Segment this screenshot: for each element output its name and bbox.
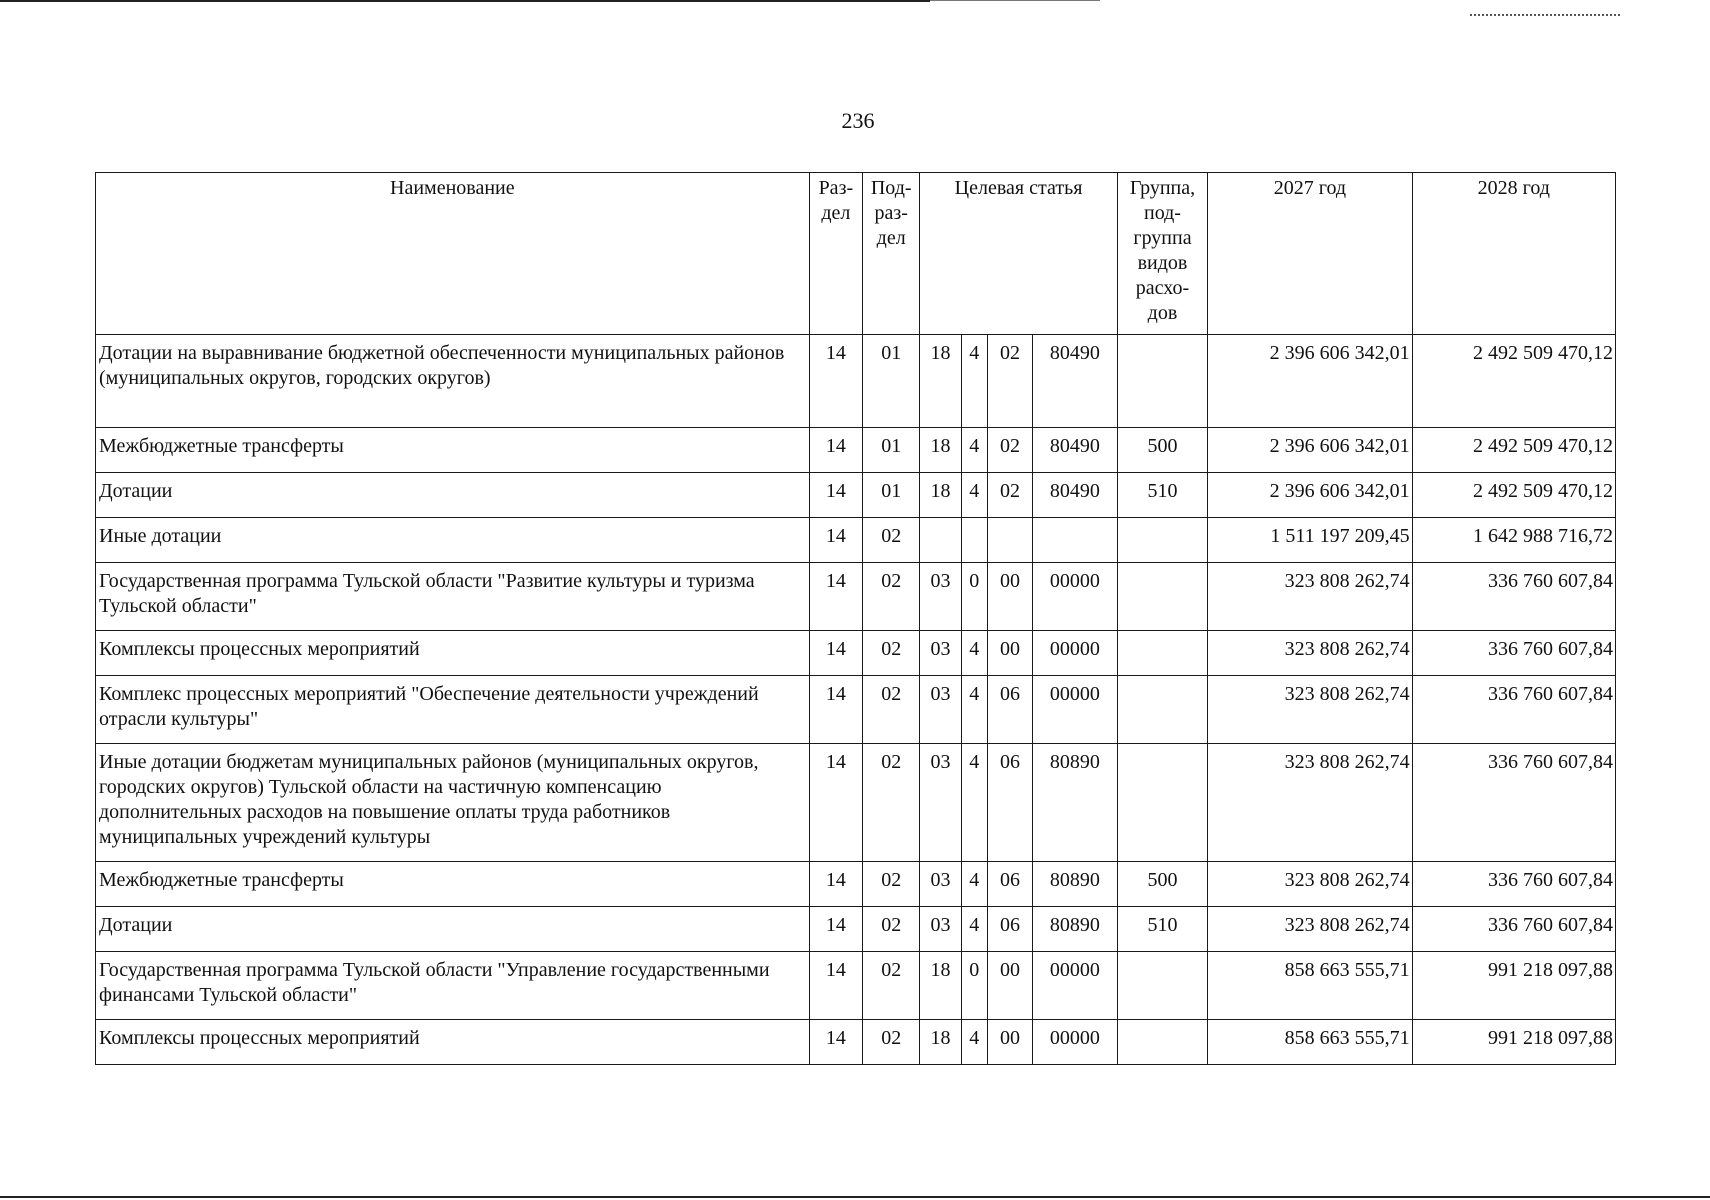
cell-subsection: 02 xyxy=(863,563,920,631)
cell-target-type xyxy=(961,518,987,563)
cell-target-event: 02 xyxy=(987,428,1032,473)
cell-amount-2028: 2 492 509 470,12 xyxy=(1412,335,1615,428)
cell-amount-2028: 336 760 607,84 xyxy=(1412,563,1615,631)
table-row xyxy=(96,676,1616,744)
cell-section: 14 xyxy=(809,335,862,428)
cell-target-direction: 00000 xyxy=(1033,631,1118,676)
cell-target-direction: 80890 xyxy=(1033,907,1118,952)
cell-amount-2027: 858 663 555,71 xyxy=(1208,1020,1412,1065)
cell-target-direction: 80490 xyxy=(1033,428,1118,473)
cell-target-event: 00 xyxy=(987,1020,1032,1065)
cell-amount-2028: 336 760 607,84 xyxy=(1412,907,1615,952)
scan-artifact-mark xyxy=(1470,14,1620,22)
cell-section: 14 xyxy=(809,676,862,744)
cell-target-type: 4 xyxy=(961,631,987,676)
table-row xyxy=(96,473,1616,518)
cell-expense-group xyxy=(1117,563,1208,631)
cell-target-direction: 00000 xyxy=(1033,952,1118,1020)
cell-name: Иные дотации xyxy=(96,518,810,563)
cell-target-program: 03 xyxy=(920,862,961,907)
cell-name: Дотации xyxy=(96,473,810,518)
cell-target-program: 18 xyxy=(920,473,961,518)
cell-target-program: 03 xyxy=(920,907,961,952)
cell-section: 14 xyxy=(809,563,862,631)
cell-name: Межбюджетные трансферты xyxy=(96,862,810,907)
cell-subsection: 01 xyxy=(863,335,920,428)
cell-subsection: 02 xyxy=(863,952,920,1020)
budget-table xyxy=(95,172,1616,1065)
header-subsection xyxy=(863,173,920,335)
cell-target-type: 4 xyxy=(961,1020,987,1065)
cell-expense-group: 510 xyxy=(1117,473,1208,518)
cell-amount-2027: 323 808 262,74 xyxy=(1208,907,1412,952)
cell-subsection: 02 xyxy=(863,676,920,744)
cell-amount-2028: 336 760 607,84 xyxy=(1412,676,1615,744)
cell-expense-group xyxy=(1117,335,1208,428)
cell-target-direction: 00000 xyxy=(1033,563,1118,631)
cell-target-direction: 80490 xyxy=(1033,335,1118,428)
cell-amount-2028: 336 760 607,84 xyxy=(1412,631,1615,676)
cell-subsection: 02 xyxy=(863,1020,920,1065)
cell-subsection: 02 xyxy=(863,744,920,862)
cell-target-type: 4 xyxy=(961,744,987,862)
header-year-2027: 2027 год xyxy=(1208,173,1412,335)
cell-target-event: 00 xyxy=(987,952,1032,1020)
cell-target-program: 18 xyxy=(920,335,961,428)
cell-expense-group xyxy=(1117,676,1208,744)
cell-target-type: 4 xyxy=(961,676,987,744)
cell-target-event: 00 xyxy=(987,631,1032,676)
cell-section: 14 xyxy=(809,631,862,676)
cell-target-event xyxy=(987,518,1032,563)
cell-subsection: 01 xyxy=(863,473,920,518)
cell-expense-group: 500 xyxy=(1117,862,1208,907)
cell-section: 14 xyxy=(809,473,862,518)
table-row xyxy=(96,907,1616,952)
cell-subsection: 02 xyxy=(863,631,920,676)
cell-section: 14 xyxy=(809,744,862,862)
cell-target-direction: 80890 xyxy=(1033,862,1118,907)
cell-amount-2027: 2 396 606 342,01 xyxy=(1208,473,1412,518)
cell-name: Дотации xyxy=(96,907,810,952)
cell-section: 14 xyxy=(809,862,862,907)
cell-target-type: 0 xyxy=(961,563,987,631)
cell-target-type: 0 xyxy=(961,952,987,1020)
cell-target-type: 4 xyxy=(961,862,987,907)
scan-edge-top xyxy=(0,0,930,2)
cell-amount-2028: 1 642 988 716,72 xyxy=(1412,518,1615,563)
cell-expense-group xyxy=(1117,631,1208,676)
table-row xyxy=(96,631,1616,676)
table-row xyxy=(96,862,1616,907)
scan-edge-bottom xyxy=(0,1196,1710,1198)
table-row xyxy=(96,1020,1616,1065)
cell-target-program: 03 xyxy=(920,563,961,631)
cell-section: 14 xyxy=(809,952,862,1020)
header-target-article: Целевая статья xyxy=(920,173,1117,335)
table-row xyxy=(96,744,1616,862)
cell-expense-group xyxy=(1117,518,1208,563)
cell-amount-2028: 991 218 097,88 xyxy=(1412,1020,1615,1065)
table-row xyxy=(96,335,1616,428)
cell-target-event: 02 xyxy=(987,335,1032,428)
cell-name: Комплексы процессных мероприятий xyxy=(96,1020,810,1065)
cell-target-event: 00 xyxy=(987,563,1032,631)
table-row xyxy=(96,428,1616,473)
cell-subsection: 02 xyxy=(863,907,920,952)
table-body xyxy=(96,335,1616,1065)
header-expense-group-text: Группа, под- группа видов расхо- дов xyxy=(1129,177,1196,324)
cell-subsection: 02 xyxy=(863,862,920,907)
cell-target-type: 4 xyxy=(961,428,987,473)
cell-name: Межбюджетные трансферты xyxy=(96,428,810,473)
scan-edge-top-faint xyxy=(930,0,1100,1)
cell-target-type: 4 xyxy=(961,907,987,952)
cell-target-direction: 80490 xyxy=(1033,473,1118,518)
cell-expense-group xyxy=(1117,744,1208,862)
cell-expense-group xyxy=(1117,1020,1208,1065)
cell-target-direction: 80890 xyxy=(1033,744,1118,862)
cell-target-direction xyxy=(1033,518,1118,563)
cell-amount-2027: 323 808 262,74 xyxy=(1208,676,1412,744)
cell-amount-2027: 323 808 262,74 xyxy=(1208,744,1412,862)
cell-expense-group: 500 xyxy=(1117,428,1208,473)
cell-subsection: 01 xyxy=(863,428,920,473)
cell-amount-2028: 2 492 509 470,12 xyxy=(1412,428,1615,473)
cell-target-event: 06 xyxy=(987,862,1032,907)
cell-section: 14 xyxy=(809,1020,862,1065)
cell-target-event: 06 xyxy=(987,744,1032,862)
header-name: Наименование xyxy=(96,173,810,335)
cell-section: 14 xyxy=(809,428,862,473)
cell-name: Государственная программа Тульской области "Развитие культуры и туризма Тульской области" xyxy=(96,563,810,631)
table-row xyxy=(96,563,1616,631)
cell-section: 14 xyxy=(809,518,862,563)
table-row xyxy=(96,518,1616,563)
cell-target-type: 4 xyxy=(961,335,987,428)
header-section-text: Раз- дел xyxy=(818,177,854,224)
cell-amount-2027: 323 808 262,74 xyxy=(1208,631,1412,676)
table-row xyxy=(96,952,1616,1020)
cell-amount-2028: 336 760 607,84 xyxy=(1412,862,1615,907)
cell-subsection: 02 xyxy=(863,518,920,563)
cell-target-program xyxy=(920,518,961,563)
cell-amount-2027: 323 808 262,74 xyxy=(1208,563,1412,631)
cell-amount-2027: 858 663 555,71 xyxy=(1208,952,1412,1020)
cell-amount-2027: 2 396 606 342,01 xyxy=(1208,428,1412,473)
cell-name: Комплекс процессных мероприятий "Обеспечение деятельности учреждений отрасли культуры" xyxy=(96,676,810,744)
page-number: 236 xyxy=(841,108,875,133)
header-subsection-text: Под- раз- дел xyxy=(870,177,912,249)
cell-amount-2028: 336 760 607,84 xyxy=(1412,744,1615,862)
cell-target-program: 03 xyxy=(920,676,961,744)
cell-name: Иные дотации бюджетам муниципальных районов (муниципальных округов, городских округов) Тульской области на частичную компенсацию дополнительных расходов на повышение оплаты труда работников муниципальных учреждений культуры xyxy=(96,744,810,862)
cell-amount-2027: 323 808 262,74 xyxy=(1208,862,1412,907)
cell-expense-group xyxy=(1117,952,1208,1020)
cell-target-type: 4 xyxy=(961,473,987,518)
cell-name: Дотации на выравнивание бюджетной обеспеченности муниципальных районов (муниципальных округов, городских округов) xyxy=(96,335,810,428)
header-year-2028: 2028 год xyxy=(1412,173,1615,335)
cell-amount-2028: 2 492 509 470,12 xyxy=(1412,473,1615,518)
header-expense-group xyxy=(1117,173,1208,335)
cell-name: Государственная программа Тульской области "Управление государственными финансами Тульской области" xyxy=(96,952,810,1020)
cell-target-direction: 00000 xyxy=(1033,1020,1118,1065)
cell-section: 14 xyxy=(809,907,862,952)
cell-target-program: 03 xyxy=(920,631,961,676)
cell-target-event: 06 xyxy=(987,676,1032,744)
cell-target-event: 02 xyxy=(987,473,1032,518)
cell-name: Комплексы процессных мероприятий xyxy=(96,631,810,676)
cell-target-program: 18 xyxy=(920,1020,961,1065)
cell-amount-2028: 991 218 097,88 xyxy=(1412,952,1615,1020)
cell-target-direction: 00000 xyxy=(1033,676,1118,744)
cell-expense-group: 510 xyxy=(1117,907,1208,952)
cell-amount-2027: 2 396 606 342,01 xyxy=(1208,335,1412,428)
cell-amount-2027: 1 511 197 209,45 xyxy=(1208,518,1412,563)
header-section xyxy=(809,173,862,335)
cell-target-program: 18 xyxy=(920,428,961,473)
cell-target-program: 18 xyxy=(920,952,961,1020)
cell-target-event: 06 xyxy=(987,907,1032,952)
cell-target-program: 03 xyxy=(920,744,961,862)
table-header-row xyxy=(96,173,1616,335)
